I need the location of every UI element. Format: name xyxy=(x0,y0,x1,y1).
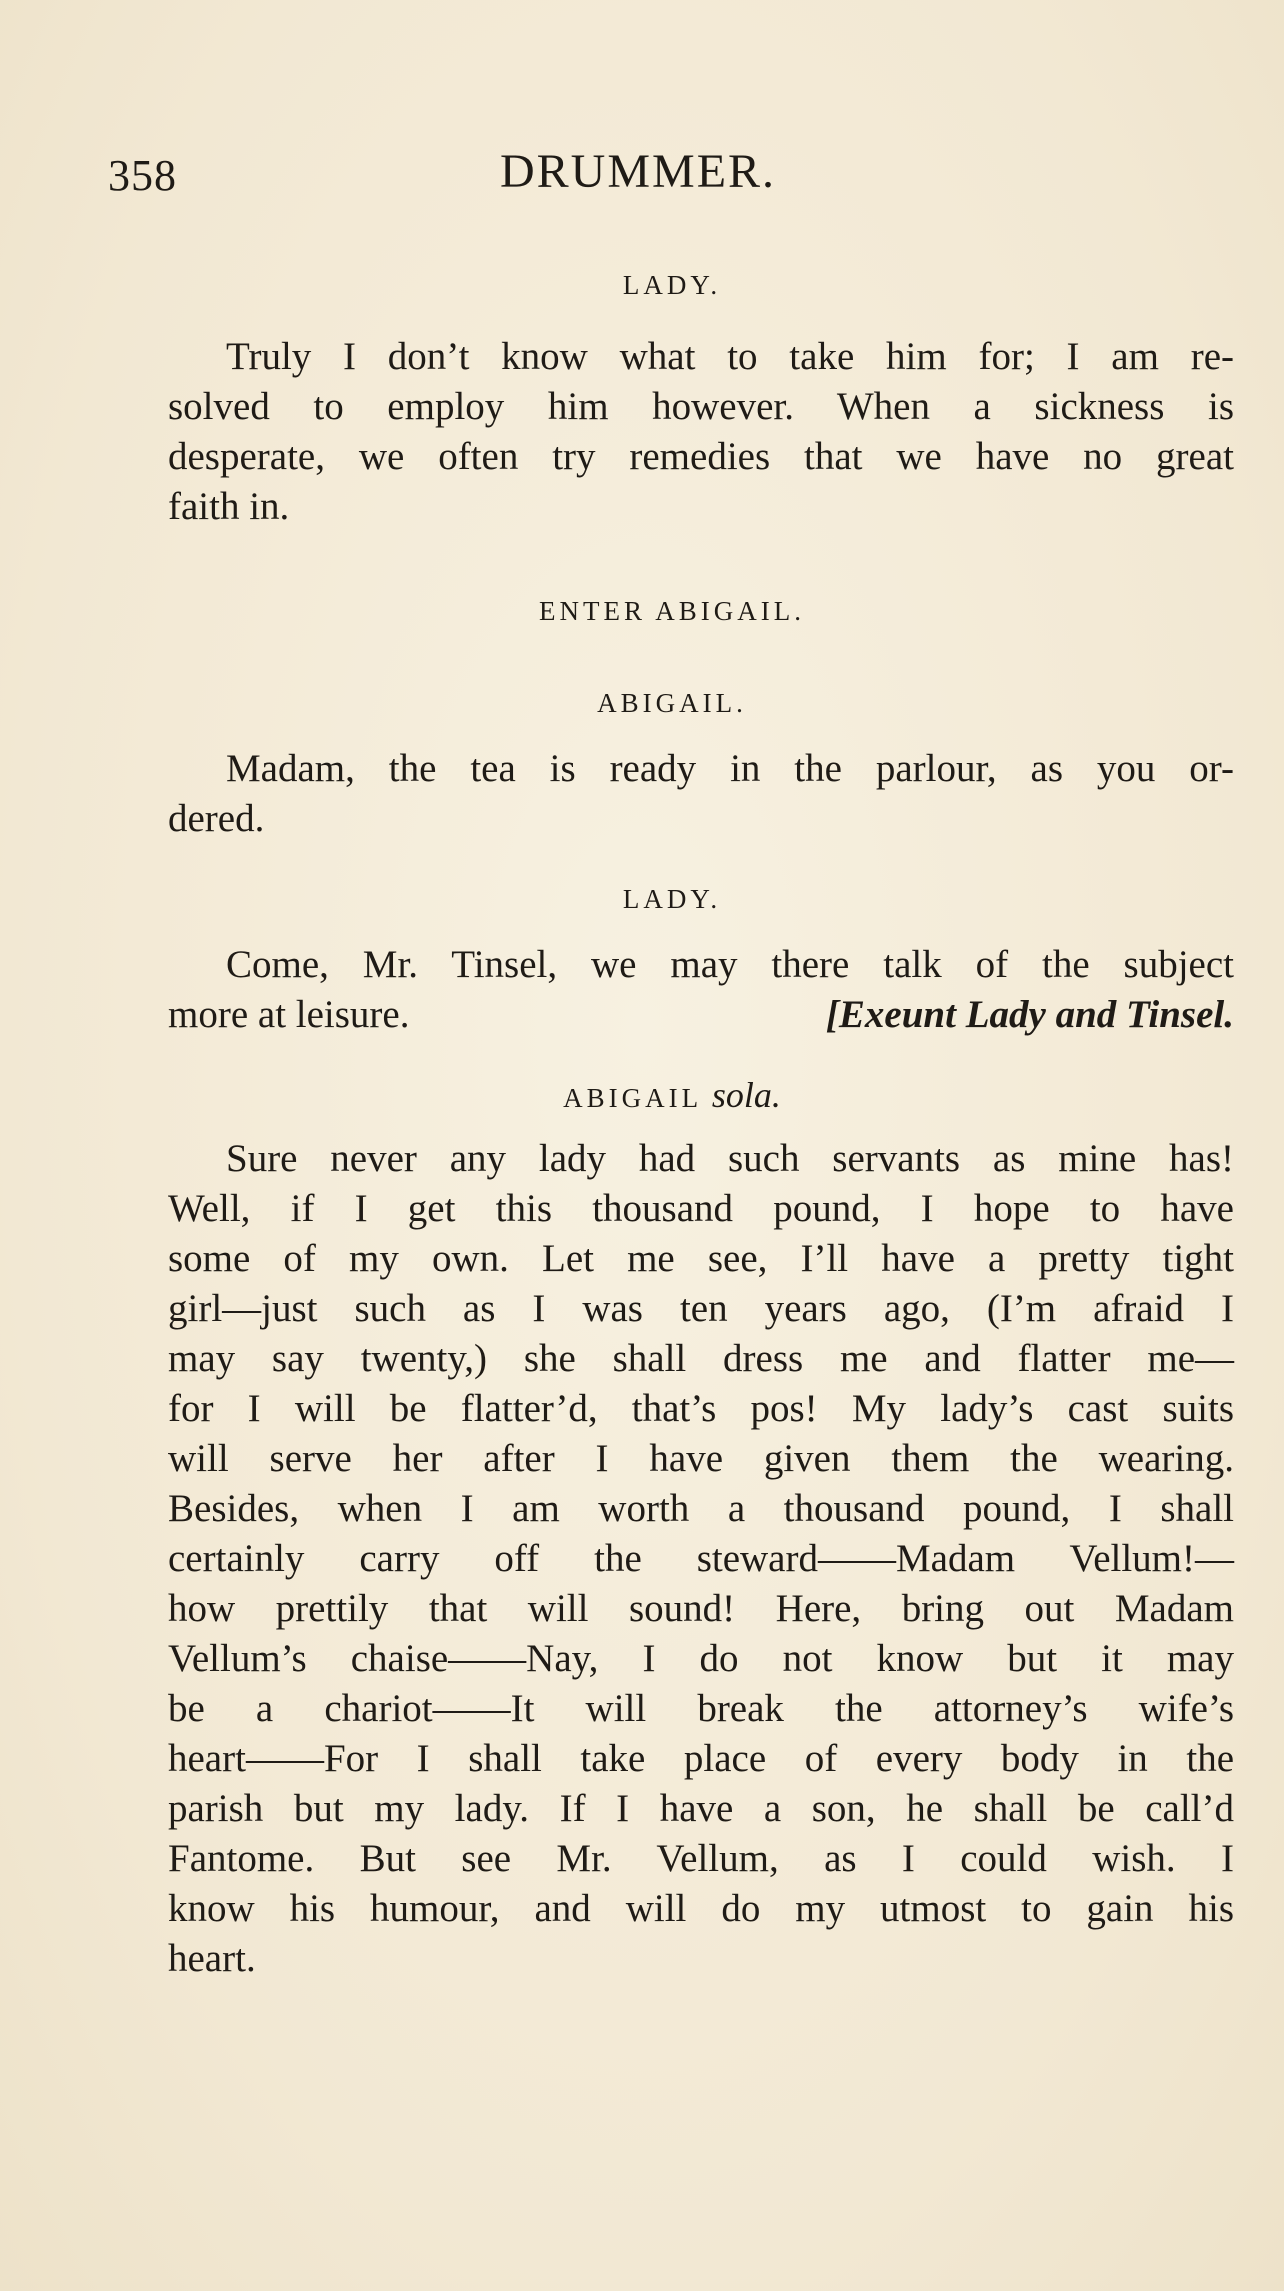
speech-line: Sure never any lady had such servants as mine has! xyxy=(226,1137,1234,1180)
speech-line: Come, Mr. Tinsel, we may there talk of the subject xyxy=(226,943,1234,986)
speech-line: Vellum’s chaise——Nay, I do not know but it may xyxy=(168,1637,1234,1680)
speech-line: some of my own. Let me see, I’ll have a pretty tight xyxy=(168,1237,1234,1280)
speech-line: be a chariot——It will break the attorney’s wife’s xyxy=(168,1687,1234,1730)
speaker-heading: LADY. xyxy=(622,270,722,300)
speech-line: dered. xyxy=(168,797,265,840)
speaker-heading xyxy=(110,1070,1234,1120)
page-number: 358 xyxy=(108,151,177,200)
page-body xyxy=(110,260,1234,1984)
speech-line: heart——For I shall take place of every body in the xyxy=(168,1737,1234,1780)
speech-line: parish but my lady. If I have a son, he shall be call’d xyxy=(168,1787,1234,1830)
speech-line: more at leisure. xyxy=(168,993,410,1036)
speech-line: how prettily that will sound! Here, bring out Madam xyxy=(168,1587,1234,1630)
speech-line: will serve her after I have given them the wearing. xyxy=(168,1437,1234,1480)
speech-line: may say twenty,) she shall dress me and flatter me— xyxy=(168,1337,1234,1380)
speech-line: Truly I don’t know what to take him for; I am re- xyxy=(226,335,1234,378)
speech-paragraph xyxy=(110,744,1234,844)
speech-line: Well, if I get this thousand pound, I hope to have xyxy=(168,1187,1234,1230)
speech-line-with-exit xyxy=(110,990,1234,1040)
speech-paragraph xyxy=(110,332,1234,532)
speech-line: Besides, when I am worth a thousand pound, I shall xyxy=(168,1487,1234,1530)
speech-line: desperate, we often try remedies that we have no great xyxy=(168,435,1234,478)
page-header xyxy=(0,145,1284,210)
running-title: DRUMMER. xyxy=(500,145,777,198)
speech-line: Madam, the tea is ready in the parlour, as you or- xyxy=(226,747,1234,790)
speech-paragraph xyxy=(110,1134,1234,1984)
speech-line: certainly carry off the steward——Madam Vellum!— xyxy=(168,1537,1234,1580)
speaker-name: ABIGAIL xyxy=(563,1083,702,1113)
speaker-heading: LADY. xyxy=(622,884,722,914)
speech-line: girl—just such as I was ten years ago, (I’m afraid I xyxy=(168,1287,1234,1330)
stage-direction: ENTER ABIGAIL. xyxy=(539,596,805,626)
speech-line: Fantome. But see Mr. Vellum, as I could wish. I xyxy=(168,1837,1234,1880)
speech-line: faith in. xyxy=(168,485,290,528)
speaker-note: sola. xyxy=(711,1075,781,1115)
speech-line: heart. xyxy=(168,1937,256,1980)
speech-line: for I will be flatter’d, that’s pos! My lady’s cast suits xyxy=(168,1387,1234,1430)
speech-line: know his humour, and will do my utmost to gain his xyxy=(168,1887,1234,1930)
speaker-heading: ABIGAIL. xyxy=(597,688,747,718)
speech-line: solved to employ him however. When a sickness is xyxy=(168,385,1234,428)
speech-paragraph xyxy=(110,940,1234,1040)
exit-stage-direction: [Exeunt Lady and Tinsel. xyxy=(825,993,1234,1036)
